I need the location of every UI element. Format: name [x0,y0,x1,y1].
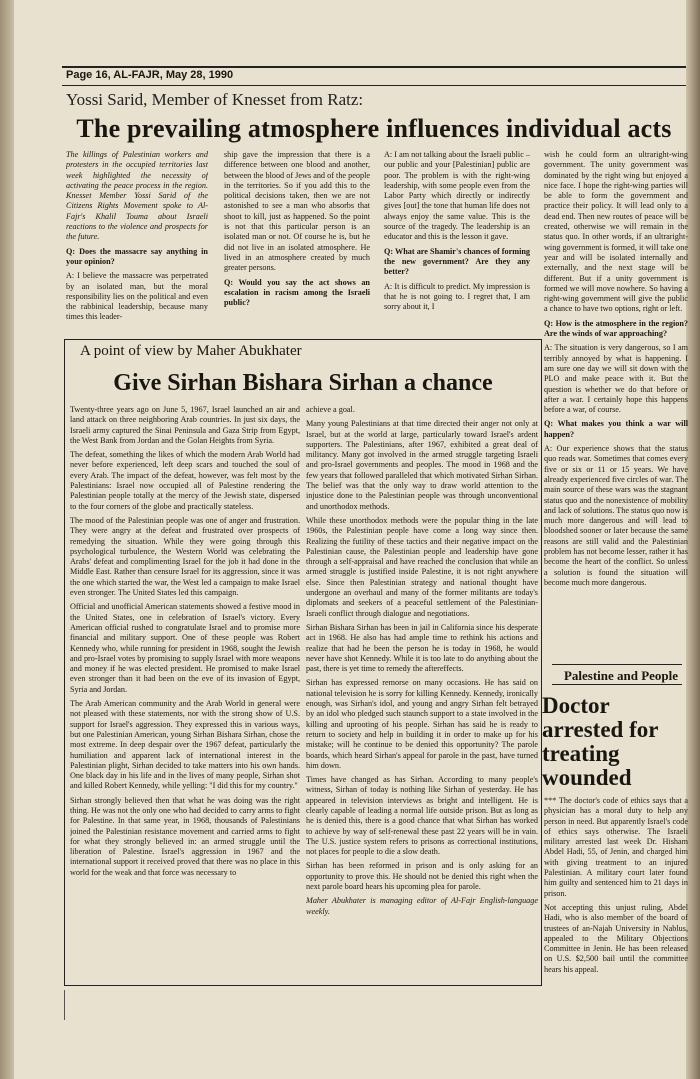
interview-headline: The prevailing atmosphere influences individual acts [76,114,672,143]
interview-question: Q: How is the atmosphere in the region? Are the winds of war approaching? [544,318,688,339]
sidebar-paragraph: Not accepting this unjust ruling, Abdel Hadi, who is also member of the board of trustees of an-Najah University in Nablus, appealed to the Military Objections Committee in Jenin. He has been released on U.S. $2,500 bail until the committee hears his appeal. [544,902,688,974]
interview-answer: ship gave the impression that there is a difference between one blood and another, between the blood of Jews and of the people in the territories. So if you add this to the political decisions taken, then we are not astonished to see a man who absorbs that shoot to kill, just as happened. So the point is not that this particular person is an isolated man or not. Of course he is, but he did not live in an isolated atmosphere. He lived in an atmosphere created by much greater persons. [224,150,370,273]
opinion-paragraph: The Arab American community and the Arab World in general were not pleased with these statements, nor with the strong show of U.S. support for Israel's aggression. They expressed this in various ways, but one Palestinian American, young Sirhan Bishara Sirhan, chose the most extreme. In deep despair over the 1967 defeat, particularly the humiliation and apparent lack of international interest in the Palestinian plight, Sirhan decided to take matters into his own hands. One black day in his life and in the lives of many people, Sirhan shot and killed Robert Kennedy, while yelling: "I did this for my country." [70,699,300,791]
interview-column-3 [384,150,530,336]
opinion-paragraph: Sirhan has expressed remorse on many occasions. He has said on national television he is sorry for killing Kennedy. Kennedy, ironically enough, was Sirhan's idol, and young and angry Sirhan felt betrayed by an idol who pledged such staunch support to a state involved in the killing and uprooting of his people. Sirhan has said he is ready to return to society and help in building it in order to make up for his mistake; will he continue to be denied this opportunity? The parole boards, which heard Sirhan's appeal for parole in the past, have turned him down. [306,678,538,770]
opinion-paragraph: Sirhan has been reformed in prison and is only asking for an opportunity to prove this. He should not be denied this right when the next parole board hears his upcoming plea for parole. [306,861,538,892]
sidebar-headline: Doctor arrested for treating wounded [542,693,659,790]
interview-intro: The killings of Palestinian workers and protesters in the occupied territories last week highlighted the necessity of activating the peace process in the region. Knesset Member Yossi Sarid of the Citizens Rights Movement spoke to Al-Fajr's Khalil Touma about Israeli reactions to the violence and prospects for the future. [66,150,208,242]
page-binding [0,0,14,1079]
interview-answer: A: I believe the massacre was perpetrated by an isolated man, but the moral responsibility lies on the political and even the rabbinical leadership, because many times this leader- [66,271,208,322]
interview-column-4 [544,150,688,660]
opinion-column-right [306,405,538,970]
opinion-paragraph: The mood of the Palestinian people was one of anger and frustration. They were angry at the defeat and frustrated over prospects of remedying the situation. While they were going through this psychological turbulence, the Western World was celebrating the Arabs' defeat and complimenting Israel for the job it had done in the Middle East. Rather than censure Israel for its aggression, since it was the one which started the war, the West led a campaign to make Israel even stronger. The United States led this campaign. [70,515,300,598]
opinion-title: Give Sirhan Bishara Sirhan a chance [113,370,493,396]
interview-column-1 [66,150,208,336]
sidebar-paragraph: *** The doctor's code of ethics says that a physician has a moral duty to help any person in need. But apparently Israel's code of ethics says otherwise. The Israeli military arrested last week Dr. Hisham Abdel Hadi, 55, of Jenin, and charged him with giving treatment to an injured Palestinian. A military court later found him guilty and sentenced him to 21 days in prison. [544,796,688,898]
interview-question: Q: What are Shamir's chances of forming the new government? Are they any better? [384,246,530,277]
sidebar-column [544,796,688,996]
interview-column-2 [224,150,370,336]
opinion-paragraph: achieve a goal. [306,405,355,414]
opinion-paragraph: Many young Palestinians at that time directed their anger not only at Israel, but at the world at large, particularly toward Israel's ardent supporters. The Palestinians, after 1967, exhibited a great deal of militancy. Many got involved in the armed struggle targeting Israeli and pro-Israel governments and peoples. The mood in 1968 and the few years that followed paralleled that which motivated Sirhan Sirhan. The belief was that the only way to draw world attention to the injustice done to the Palestinian people was through unconventional and unorthodox methods. [306,419,538,511]
interview-answer: wish he could form an ultraright-wing government. The unity government was dominated by the right wing but enjoyed a nice face. I hope the right-wing parties will be able to form the government and practice their policy. It will lead only to a dead end. Then new routes of peace will be created, otherwise we will remain in the status quo. In other words, if an ultraright-wing government is formed, it will take one year and will be isolated internally and externally, and the next stage will be different. But if a unity government is formed we will move nowhere. So having a right-wing government will give the public a chance to have two options, right or left. [544,150,688,314]
interview-question: Q: What makes you think a war will happen? [544,419,688,439]
opinion-paragraph: The defeat, something the likes of which the modern Arab World had never before experienced, left deep scars and touched the soul of every Arab. The impact of the defeat, however, was felt most by the Palestinians: Israel now occupied all of Palestine rendering the Palestinian people totally at the mercy of the Jewish state, dispersed to the four corners of the globe and practically stateless. [70,450,300,511]
section-label: Palestine and People [563,668,679,683]
page-edge [686,0,700,1079]
interview-question: Q: Does the massacre say anything in your opinion? [66,246,208,266]
margin-mark [64,990,65,1020]
section-rule-top [552,664,682,665]
section-rule-bottom [552,684,682,685]
interview-answer: A: I am not talking about the Israeli public – our public and your [Palestinian] public are poor. The problem is with the right-wing leadership, with some people even from the Labor Party which directly or indirectly gives [out] the tone that human life does not always enjoy the same value. This is the source of the tragedy. The leadership is an educator and this is the lesson it gave. [384,150,530,242]
opinion-paragraph: Sirhan strongly believed then that what he was doing was the right thing. He was not the only one who had decided to carry arms to fight for Palestine. In that same year, in 1968, thousands of Palestinians joined the Palestinian resistance movement and carried arms to fight for what they strongly believed in: an armed struggle until the liberation of Palestine. Israel's aggression in 1967 and the international support it received proved that there was no place in this world for the weak and that force was necessary to [70,795,300,877]
interview-answer: A: Our experience shows that the status quo reads war. Sometimes that comes every five or six or 11 or 15 years. We have already experienced five circles of war. The main source of these wars was the stagnant status quo and the nonexistence of mobility and lack of solutions. The status quo now is much more dangerous and will lead to bloodshed sooner or later because the same reasons are still valid and the Palestinian problem has not become lesser, rather it has become the heart of the conflict. So unless a solution is found the situation will become much more dangerous. [544,444,688,587]
header-rule-bottom [62,85,686,86]
opinion-paragraph: Times have changed as has Sirhan. According to many people's witness, Sirhan of today is nothing like Sirhan of yesterday. He has appeared in television interviews as bright and intelligent. He is clearly capable of leading a normal life outside prison. But as long as he is denied this, there is a good chance that what Sirhan has worked to achieve by way of self-renewal these past 22 years will be in vain. The U.S. justice system refers to prisons as correctional institutions, not places for people to die a slow death. [306,775,538,857]
interview-answer: A: It is difficult to predict. My impression is that he is not going to. I regret that, I am sorry about it, I [384,281,530,312]
opinion-paragraph: Official and unofficial American statements showed a festive mood in the United States, one in celebration of Israel's victory. Every American official rushed to congratulate Israel and to promise more financial and military support. One of these people was Robert Kennedy who, while running for president in 1968, sought the Jewish and pro-Israel votes by promising to supply Israel with more weapons and money if he was elected president. He promised to make Israel even stronger than it had been on the eve of its invasion of Egypt, Syria and Jordan. [70,602,300,694]
header-rule-top [62,66,686,68]
opinion-kicker: A point of view by Maher Abukhater [80,343,302,359]
opinion-byline: Maher Abukhater is managing editor of Al-Fajr English-language weekly. [306,896,538,916]
interview-answer: A: The situation is very dangerous, so I am terribly annoyed by what is happening. I am sure one day we will sit down with the PLO and make peace with it. But the question is whether we do that before or after a war. I certainly hope this happens before a war, of course. [544,343,688,415]
interview-question: Q: Would you say the act shows an escalation in racism among the Israeli public? [224,277,370,308]
page-label: Page 16, AL-FAJR, May 28, 1990 [66,69,234,81]
opinion-paragraph: Twenty-three years ago on June 5, 1967, Israel launched an air and land attack on three neighboring Arab countries. In just six days, the Israeli army captured the Sinai Peninsula and Gaza Strip from Egypt, the West Bank from Jordan and the Golan Heights from Syria. [70,405,300,445]
interview-kicker: Yossi Sarid, Member of Knesset from Ratz: [66,90,364,109]
opinion-paragraph: Sirhan Bishara Sirhan has been in jail in California since his desperate act in 1968. He also has had ample time to rethink his actions and realize that had he been the person he is today in 1968, he would never have shot Kennedy. While it is too late to do anything about the past, there is yet time to remedy the aftereffects. [306,622,538,674]
opinion-column-left [70,405,300,970]
opinion-paragraph: While these unorthodox methods were the popular thing in the late 1960s, the Palestinian people have come a long way since then. Realizing the futility of these tactics and their negative impact on the Palestinian cause, the Palestinian people and leadership have gone through a self-appraisal and have reached the conclusion that while an armed struggle is justified inside Palestine, it is not right anywhere else. Since then Palestinian strategy and national thought have undergone an overhaul and many of the former militants are today's diplomats and seekers of a peaceful settlement of the Palestinian-Israeli conflict through dialogue and negotiations. [306,515,538,618]
